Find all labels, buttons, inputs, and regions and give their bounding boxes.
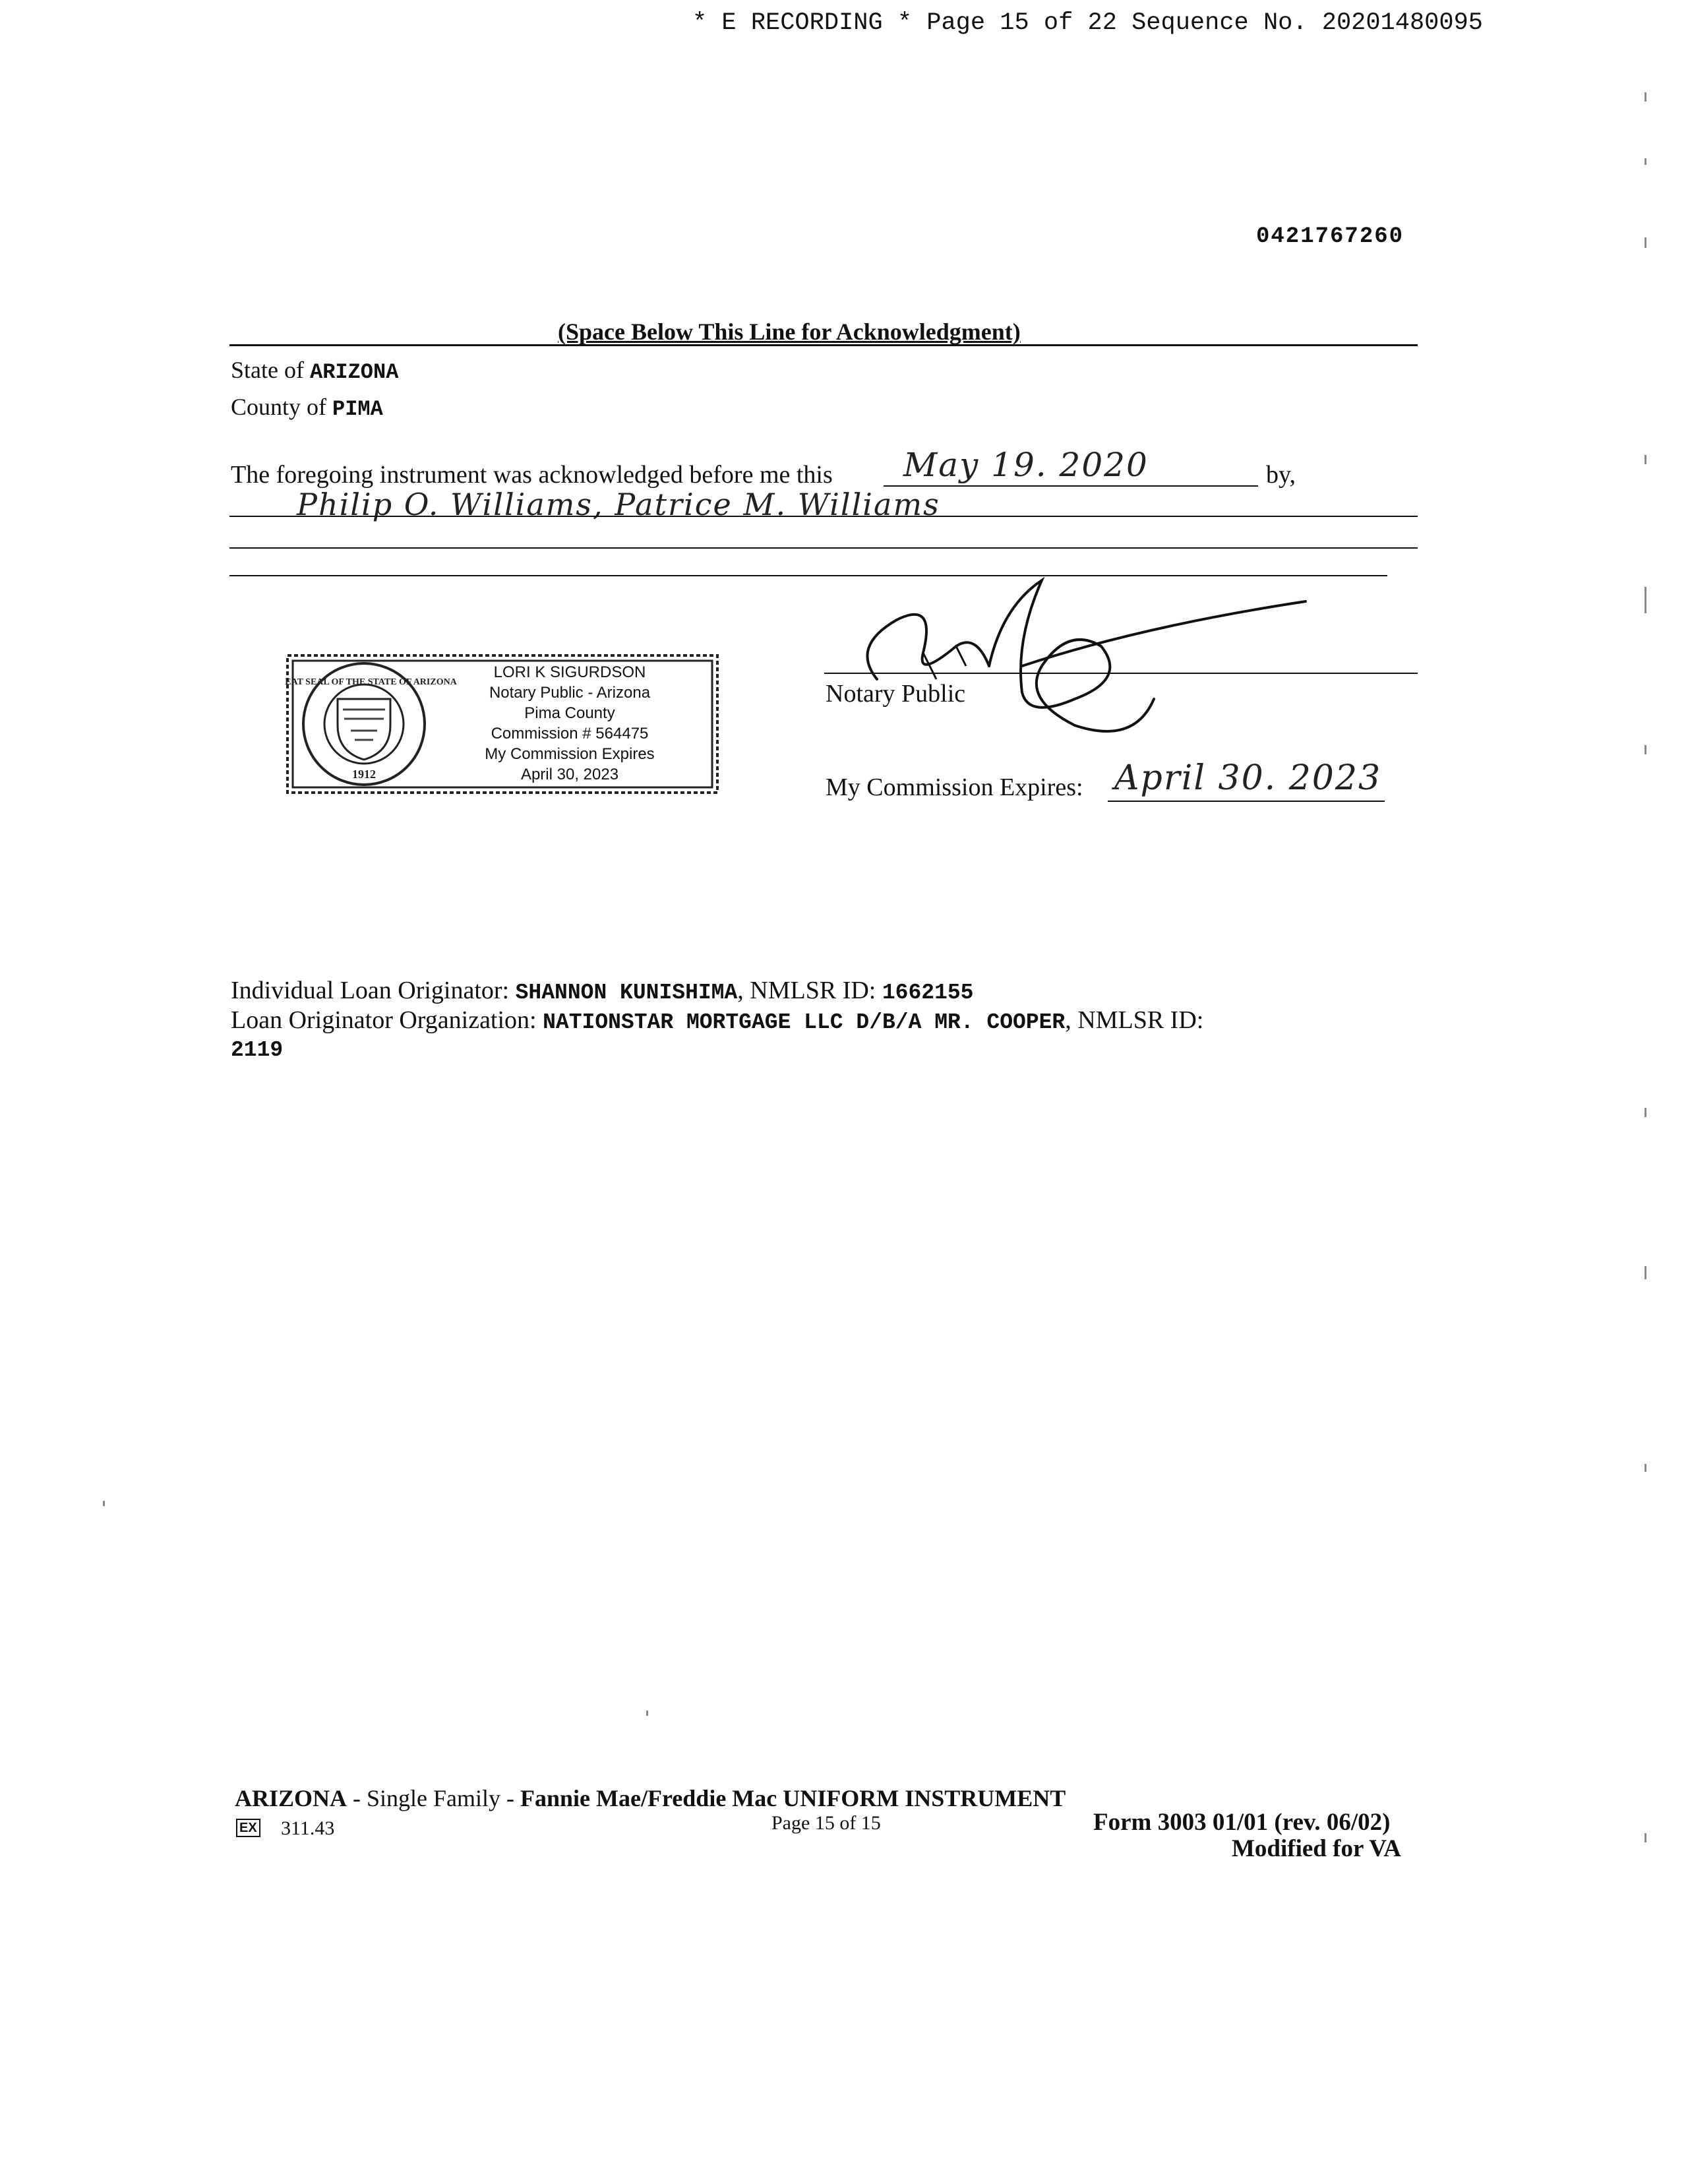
state-line — [231, 356, 398, 384]
scan-mark — [1644, 1833, 1646, 1842]
organization-originator-line — [231, 1006, 1203, 1035]
organization-nmlsr-label: , NMLSR ID: — [1065, 1006, 1204, 1034]
footer-page-number: Page 15 of 15 — [771, 1812, 881, 1834]
state-value: ARIZONA — [309, 360, 399, 384]
organization-originator-label: Loan Originator Organization: — [231, 1006, 543, 1034]
footer-uniform-instrument: UNIFORM INSTRUMENT — [777, 1785, 1066, 1811]
seal-county: Pima County — [524, 704, 615, 722]
individual-nmlsr-label: , NMLSR ID: — [737, 977, 882, 1004]
seal-ring-lettering: GREAT SEAL OF THE STATE OF ARIZONA — [285, 677, 457, 687]
scan-mark — [1644, 237, 1646, 248]
seal-expires-date: April 30, 2023 — [520, 766, 619, 783]
individual-originator-name: SHANNON KUNISHIMA — [515, 981, 738, 1005]
acknowledgment-intro: The foregoing instrument was acknowledged before me this — [231, 461, 833, 489]
notary-signature-line — [824, 673, 1418, 674]
commission-expires-handwritten: April 30. 2023 — [1114, 758, 1382, 798]
ex-badge-icon: EX — [236, 1819, 260, 1837]
scan-mark — [1644, 587, 1646, 613]
county-line — [231, 393, 383, 421]
state-label: State of — [231, 357, 310, 383]
by-label: by, — [1266, 461, 1296, 489]
shield-icon — [338, 699, 390, 760]
svg-text:1912: 1912 — [352, 768, 376, 781]
scan-mark — [1644, 1266, 1646, 1279]
organization-originator-name: NATIONSTAR MORTGAGE LLC D/B/A MR. COOPER — [543, 1010, 1066, 1035]
footer-modified-for-va: Modified for VA — [1232, 1835, 1401, 1862]
acknowledgment-date-handwritten: May 19. 2020 — [903, 446, 1149, 484]
commission-expires-underline — [1108, 801, 1385, 802]
individual-originator-label: Individual Loan Originator: — [231, 977, 516, 1004]
acknowledgment-heading: (Space Below This Line for Acknowledgment) — [558, 318, 1021, 345]
individual-nmlsr-id: 1662155 — [882, 981, 974, 1005]
commission-expires-label: My Commission Expires: — [826, 774, 1083, 801]
seal-name: LORI K SIGURDSON — [493, 663, 646, 681]
county-label: County of — [231, 394, 333, 420]
notary-seal — [285, 653, 720, 795]
organization-nmlsr-id: 2119 — [231, 1038, 284, 1062]
notary-signature — [824, 567, 1325, 745]
footer-form-number: Form 3003 01/01 (rev. 06/02) — [1093, 1809, 1391, 1836]
scan-mark — [1644, 1108, 1646, 1117]
names-line-2 — [229, 547, 1418, 549]
seal-title: Notary Public - Arizona — [489, 684, 651, 702]
scan-mark — [1644, 1464, 1646, 1472]
names-line-1 — [229, 516, 1418, 517]
seal-expires-label: My Commission Expires — [485, 745, 655, 763]
footer-form-title — [235, 1784, 1066, 1812]
individual-originator-line — [231, 976, 973, 1005]
seal-commission: Commission # 564475 — [491, 725, 649, 743]
scan-mark — [103, 1501, 105, 1506]
scan-mark — [646, 1711, 648, 1716]
recording-header: * E RECORDING * Page 15 of 22 Sequence No. 20201480095 — [692, 9, 1483, 37]
footer-single-family: - Single Family - — [347, 1785, 521, 1811]
loan-number: 0421767260 — [1256, 224, 1404, 249]
acknowledgment-divider — [229, 344, 1418, 346]
scan-mark — [1644, 92, 1646, 102]
footer-form-code: 311.43 — [281, 1817, 335, 1839]
footer-fannie-freddie: Fannie Mae/Freddie Mac — [520, 1785, 777, 1811]
footer-state: ARIZONA — [235, 1785, 347, 1811]
notary-public-label: Notary Public — [826, 680, 966, 708]
scan-mark — [1644, 455, 1646, 464]
county-value: PIMA — [332, 397, 383, 421]
scan-mark — [1644, 158, 1646, 165]
scan-mark — [1644, 745, 1646, 754]
signer-names-handwritten: Philip O. Williams, Patrice M. Williams — [297, 487, 940, 522]
